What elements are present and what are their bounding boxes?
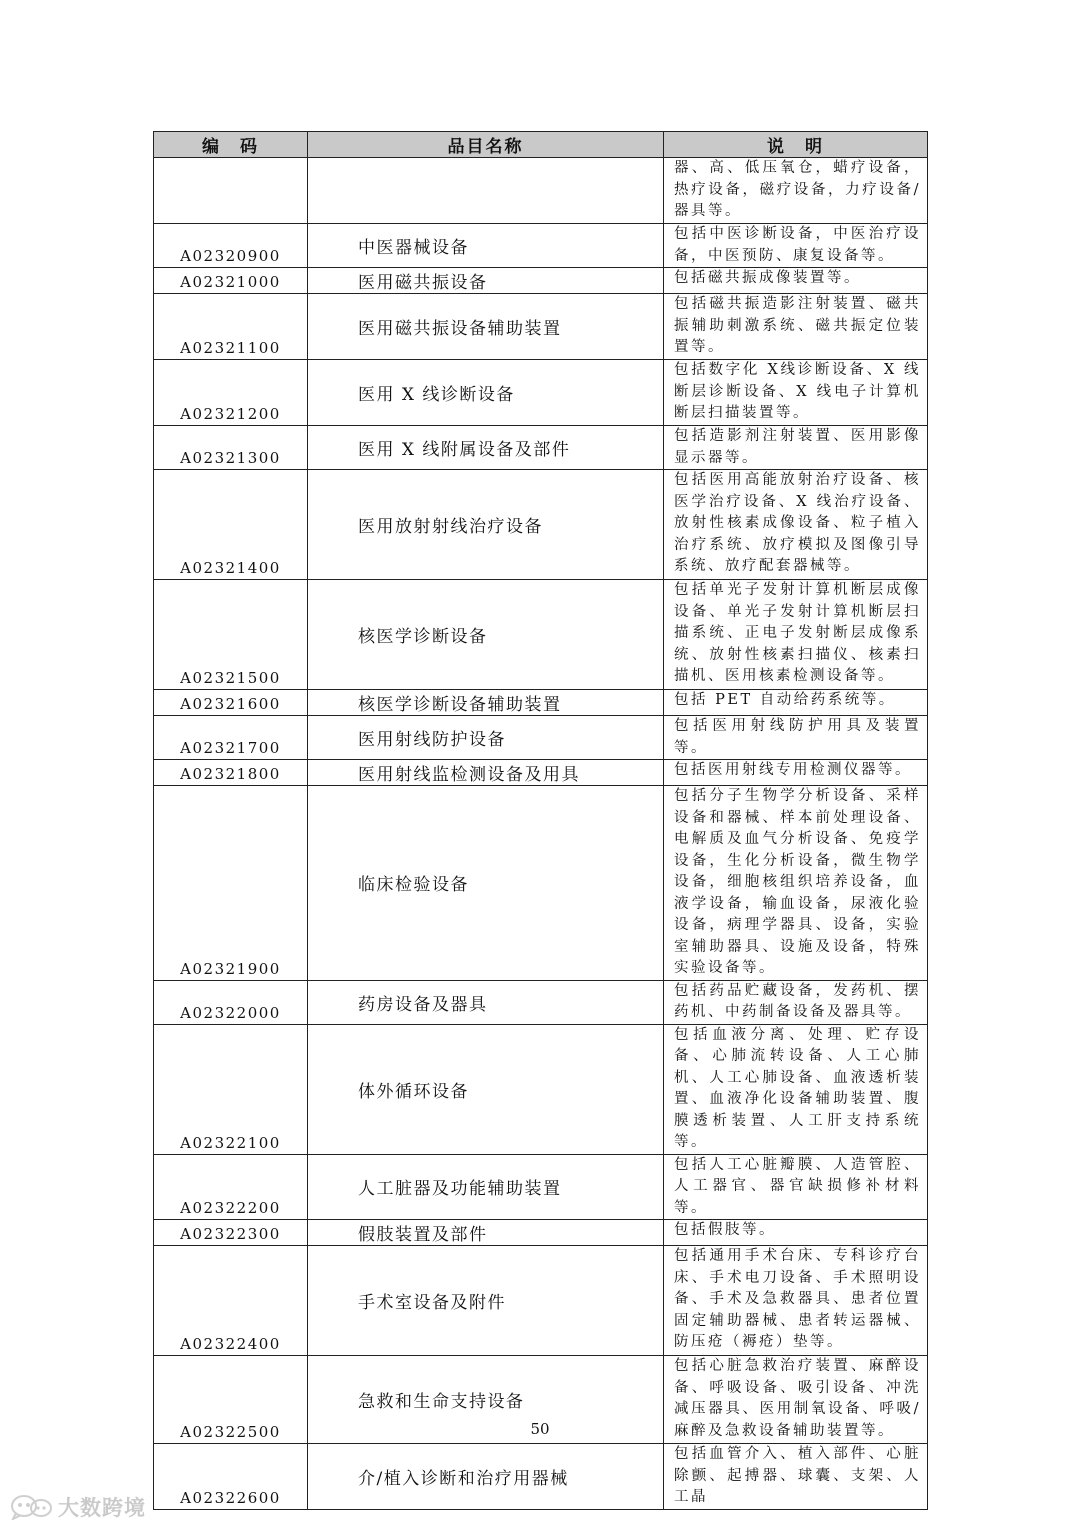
item-code: A02322100 xyxy=(154,1024,308,1154)
table-row xyxy=(154,224,928,268)
item-description: 包括数字化 X线诊断设备、X 线断层诊断设备、X 线电子计算机断层扫描装置等。 xyxy=(664,360,928,426)
item-description: 包括中医诊断设备，中医治疗设备，中医预防、康复设备等。 xyxy=(664,224,928,268)
item-code: A02321900 xyxy=(154,786,308,981)
table-row xyxy=(154,786,928,981)
watermark-text: 大数跨境 xyxy=(58,1496,146,1520)
item-description: 包括医用高能放射治疗设备、核医学治疗设备、X 线治疗设备、放射性核素成像设备、粒子植入治疗系统、放疗模拟及图像引导系统、放疗配套器械等。 xyxy=(664,470,928,580)
watermark xyxy=(10,1492,146,1522)
header-description: 说 明 xyxy=(664,132,928,158)
item-name: 介/植入诊断和治疗用器械 xyxy=(308,1444,664,1510)
item-code: A02321700 xyxy=(154,716,308,760)
item-name xyxy=(308,158,664,224)
item-name: 核医学诊断设备 xyxy=(308,580,664,690)
item-name: 医用磁共振设备辅助装置 xyxy=(308,294,664,360)
item-code: A02321500 xyxy=(154,580,308,690)
item-code: A02322400 xyxy=(154,1246,308,1356)
item-name: 医用磁共振设备 xyxy=(308,268,664,294)
item-name: 手术室设备及附件 xyxy=(308,1246,664,1356)
item-code xyxy=(154,158,308,224)
item-name: 医用射线防护设备 xyxy=(308,716,664,760)
item-name: 医用放射射线治疗设备 xyxy=(308,470,664,580)
item-description: 包括心脏急救治疗装置、麻醉设备、呼吸设备、吸引设备、冲洗减压器具、医用制氧设备、呼吸/麻醉及急救设备辅助装置等。 xyxy=(664,1356,928,1444)
item-name: 医用射线监检测设备及用具 xyxy=(308,760,664,786)
item-name: 核医学诊断设备辅助装置 xyxy=(308,690,664,716)
item-description: 包括磁共振成像装置等。 xyxy=(664,268,928,294)
item-description: 包括医用射线专用检测仪器等。 xyxy=(664,760,928,786)
item-description: 包括分子生物学分析设备、采样设备和器械、样本前处理设备、电解质及血气分析设备、免疫学设备，生化分析设备，微生物学设备，细胞核组织培养设备，血液学设备，输血设备，尿液化验设备，病理学器具、设备，实验室辅助器具、设施及设备，特殊实验设备等。 xyxy=(664,786,928,981)
item-code: A02321100 xyxy=(154,294,308,360)
item-code: A02321800 xyxy=(154,760,308,786)
table-row xyxy=(154,158,928,224)
item-code: A02321600 xyxy=(154,690,308,716)
table-row xyxy=(154,1024,928,1154)
item-code: A02321400 xyxy=(154,470,308,580)
item-name: 中医器械设备 xyxy=(308,224,664,268)
item-name: 医用 X 线诊断设备 xyxy=(308,360,664,426)
item-description: 包括人工心脏瓣膜、人造管腔、人工器官、器官缺损修补材料等。 xyxy=(664,1154,928,1220)
table-row xyxy=(154,268,928,294)
table-row xyxy=(154,980,928,1024)
table-header-row xyxy=(154,132,928,158)
item-code: A02321200 xyxy=(154,360,308,426)
item-description: 包括假肢等。 xyxy=(664,1220,928,1246)
table-row xyxy=(154,690,928,716)
item-name: 临床检验设备 xyxy=(308,786,664,981)
item-description: 包括 PET 自动给药系统等。 xyxy=(664,690,928,716)
item-name: 人工脏器及功能辅助装置 xyxy=(308,1154,664,1220)
page-number: 50 xyxy=(530,1420,550,1438)
item-code: A02320900 xyxy=(154,224,308,268)
table-row xyxy=(154,580,928,690)
item-name: 药房设备及器具 xyxy=(308,980,664,1024)
table-row xyxy=(154,1444,928,1510)
item-code: A02321000 xyxy=(154,268,308,294)
table-row xyxy=(154,1154,928,1220)
item-description: 包括药品贮藏设备，发药机、摆药机、中药制备设备及器具等。 xyxy=(664,980,928,1024)
table-row xyxy=(154,294,928,360)
item-name: 假肢装置及部件 xyxy=(308,1220,664,1246)
header-item-name: 品目名称 xyxy=(308,132,664,158)
table-row xyxy=(154,1220,928,1246)
item-name: 医用 X 线附属设备及部件 xyxy=(308,426,664,470)
wechat-bubble-icon xyxy=(10,1494,54,1520)
table-row xyxy=(154,470,928,580)
item-description: 包括血管介入、植入部件、心脏除颤、起搏器、球囊、支架、人工晶 xyxy=(664,1444,928,1510)
item-code: A02322500 xyxy=(154,1356,308,1444)
item-code: A02321300 xyxy=(154,426,308,470)
table-row xyxy=(154,1246,928,1356)
item-description: 包括单光子发射计算机断层成像设备、单光子发射计算机断层扫描系统、正电子发射断层成像系统、放射性核素扫描仪、核素扫描机、医用核素检测设备等。 xyxy=(664,580,928,690)
table-row xyxy=(154,716,928,760)
item-code: A02322600 xyxy=(154,1444,308,1510)
item-description: 器、高、低压氧仓，蜡疗设备，热疗设备，磁疗设备，力疗设备/器具等。 xyxy=(664,158,928,224)
table-row xyxy=(154,360,928,426)
header-code: 编 码 xyxy=(154,132,308,158)
item-code: A02322300 xyxy=(154,1220,308,1246)
item-description: 包括通用手术台床、专科诊疗台床、手术电刀设备、手术照明设备、手术及急救器具、患者位置固定辅助器械、患者转运器械、防压疮（褥疮）垫等。 xyxy=(664,1246,928,1356)
table-row xyxy=(154,760,928,786)
item-description: 包括医用射线防护用具及装置等。 xyxy=(664,716,928,760)
item-code: A02322200 xyxy=(154,1154,308,1220)
item-code: A02322000 xyxy=(154,980,308,1024)
catalog-table xyxy=(153,131,928,1510)
table-row xyxy=(154,426,928,470)
item-description: 包括造影剂注射装置、医用影像显示器等。 xyxy=(664,426,928,470)
item-name: 急救和生命支持设备 xyxy=(308,1356,664,1444)
item-description: 包括磁共振造影注射装置、磁共振辅助刺激系统、磁共振定位装置等。 xyxy=(664,294,928,360)
item-name: 体外循环设备 xyxy=(308,1024,664,1154)
item-description: 包括血液分离、处理、贮存设备、心肺流转设备、人工心肺机、人工心肺设备、血液透析装置、血液净化设备辅助装置、腹膜透析装置、人工肝支持系统等。 xyxy=(664,1024,928,1154)
